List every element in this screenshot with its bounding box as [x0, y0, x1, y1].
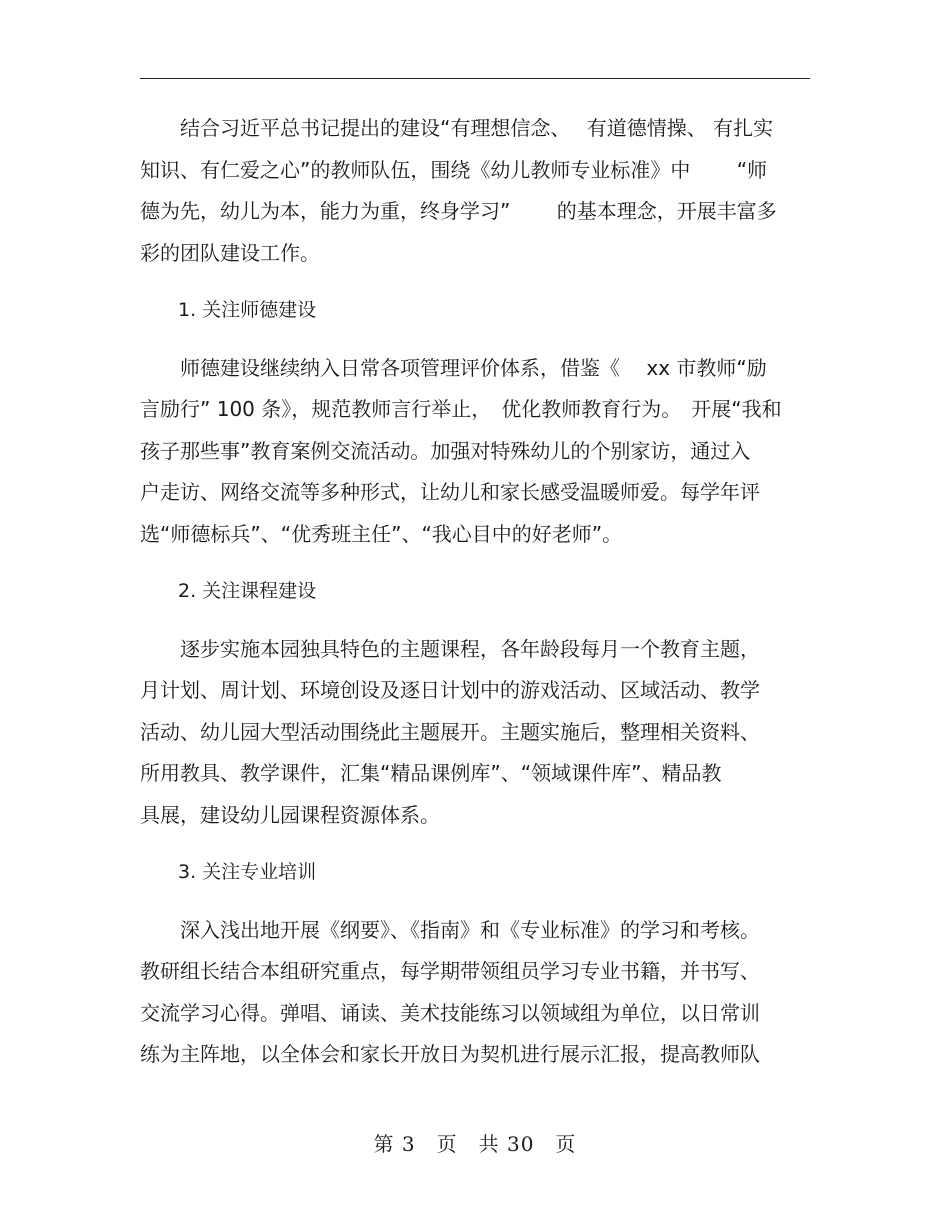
- header-rule: [140, 78, 810, 79]
- text-line: 选“师德标兵”、“优秀班主任”、“我心目中的好老师”。: [140, 521, 623, 546]
- document-body: [140, 108, 812, 1076]
- text-line: 知识、有仁爱之心”的教师队伍，围绕《幼儿教师专业标准》中 “师: [140, 157, 768, 182]
- text-line: 逐步实施本园独具特色的主题课程，各年龄段每月一个教育主题，: [140, 636, 760, 661]
- text-line: 结合习近平总书记提出的建设“有理想信念、 有道德情操、 有扎实: [140, 116, 774, 140]
- text-line: 月计划、周计划、环境创设及逐日计划中的游戏活动、区域活动、教学: [140, 678, 760, 702]
- text-line: 师德建设继续纳入日常各项管理评价体系，借鉴《 xx 市教师“励: [140, 355, 767, 380]
- section-heading-3: 3. 关注专业培训: [140, 861, 317, 883]
- paragraph-4: [140, 910, 812, 1076]
- text-line: 户走访、网络交流等多种形式，让幼儿和家长感受温暖师爱。每学年评: [140, 480, 760, 504]
- text-line: 言励行” 100 条》，规范教师言行举止， 优化教师教育行为。 开展“我和: [140, 397, 782, 421]
- text-line: 教研组长结合本组研究重点，每学期带领组员学习专业书籍，并书写、: [140, 959, 760, 983]
- text-line: 彩的团队建设工作。: [140, 240, 320, 265]
- text-line: 德为先，幼儿为本，能力为重，终身学习” 的基本理念，开展丰富多: [140, 199, 777, 223]
- text-line: 活动、幼儿园大型活动围绕此主题展开。主题实施后，整理相关资料、: [140, 719, 760, 744]
- section-heading-2: 2. 关注课程建设: [140, 580, 317, 602]
- paragraph-2: [140, 348, 812, 556]
- text-line: 所用教具、教学课件，汇集“精品课例库”、“领域课件库”、精品教: [140, 761, 722, 785]
- text-line: 练为主阵地，以全体会和家长开放日为契机进行展示汇报，提高教师队: [140, 1042, 760, 1066]
- paragraph-3: [140, 629, 812, 837]
- page-number-footer: 第 3 页 共 30 页: [373, 1132, 577, 1156]
- text-line: 孩子那些事”教育案例交流活动。加强对特殊幼儿的个别家访，通过入: [140, 438, 751, 463]
- text-line: 深入浅出地开展《纲要》、《指南》和《专业标准》的学习和考核。: [140, 917, 760, 942]
- text-line: 交流学习心得。弹唱、诵读、美术技能练习以领域组为单位，以日常训: [140, 1000, 760, 1025]
- section-heading-1: 1. 关注师德建设: [140, 299, 317, 321]
- paragraph-1: [140, 108, 812, 274]
- text-line: 具展，建设幼儿园课程资源体系。: [140, 802, 440, 827]
